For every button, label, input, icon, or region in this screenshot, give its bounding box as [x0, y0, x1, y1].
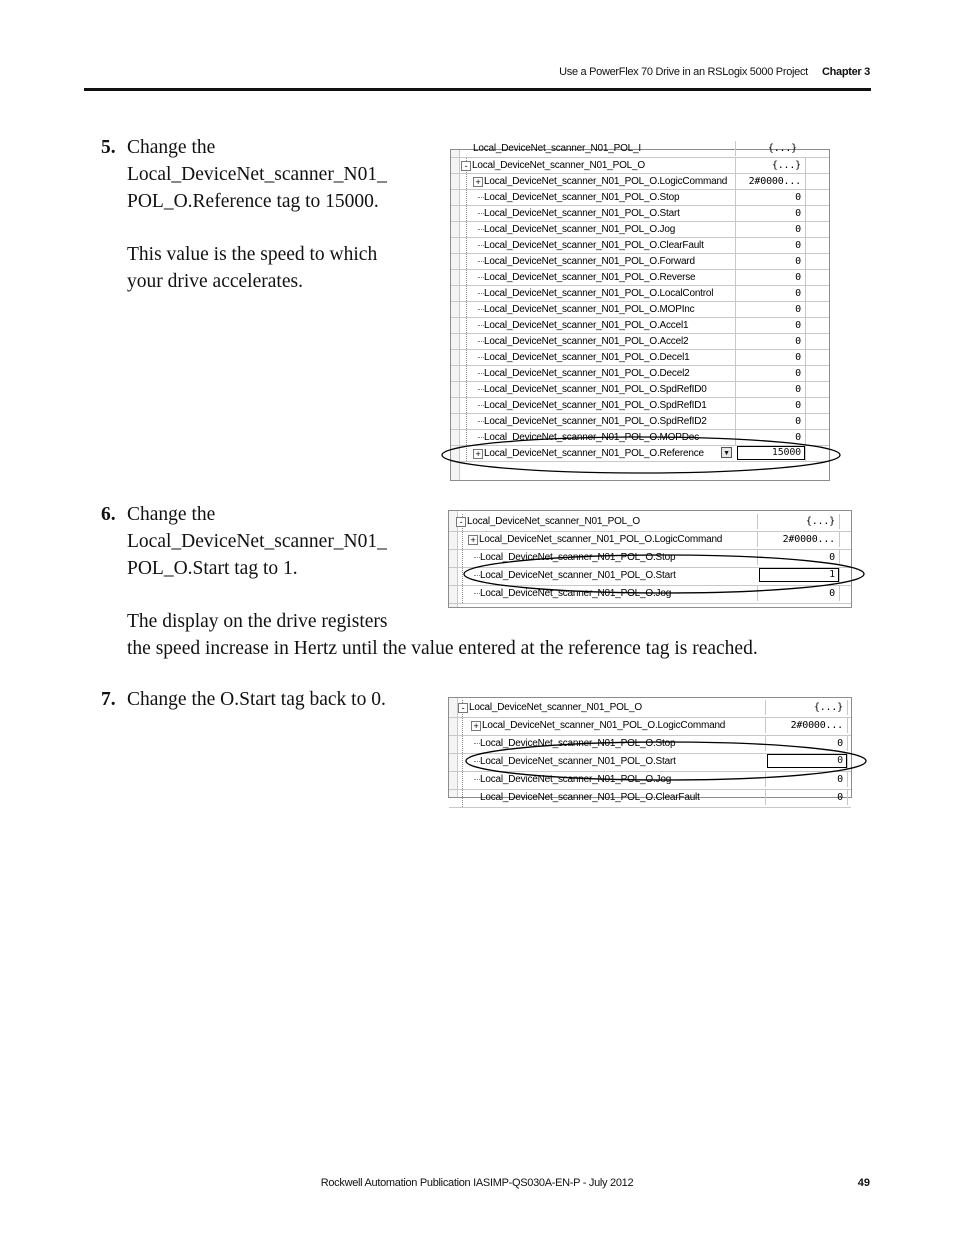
grid-row-name: Local_DeviceNet_scanner_N01_POL_O.ClearFault	[484, 240, 704, 251]
grid-row-name: Local_DeviceNet_scanner_N01_POL_O.Accel1	[484, 320, 689, 331]
grid-partial-row	[451, 143, 829, 158]
grid-row-name: Local_DeviceNet_scanner_N01_POL_O.SpdRefID0	[484, 384, 707, 395]
grid-row-name: Local_DeviceNet_scanner_N01_POL_I	[473, 143, 641, 154]
grid-row-value[interactable]: 0	[765, 772, 847, 787]
grid-row-name: Local_DeviceNet_scanner_N01_POL_O.Stop	[480, 552, 676, 563]
grid-row[interactable]	[449, 700, 851, 718]
grid-row-value[interactable]: 0	[735, 270, 805, 285]
step-note-line: The display on the drive registers	[127, 611, 388, 632]
grid-row[interactable]	[451, 430, 829, 446]
grid-row-value[interactable]: {...}	[765, 700, 847, 715]
grid-row-name: Local_DeviceNet_scanner_N01_POL_O	[472, 160, 645, 171]
grid-row[interactable]	[449, 754, 851, 772]
dropdown-arrow-icon[interactable]: ▼	[721, 447, 732, 458]
grid-row-value[interactable]: 0	[735, 414, 805, 429]
grid-row[interactable]	[451, 318, 829, 334]
grid-row-value[interactable]: 0	[735, 318, 805, 333]
tag-grid-start-0	[448, 697, 852, 803]
grid-row-name: Local_DeviceNet_scanner_N01_POL_O.MOPInc	[484, 304, 695, 315]
grid-row-name: Local_DeviceNet_scanner_N01_POL_O.SpdRefID2	[484, 416, 707, 427]
grid-row[interactable]	[451, 190, 829, 206]
header-title: Use a PowerFlex 70 Drive in an RSLogix 5000 Project	[559, 66, 808, 78]
grid-row[interactable]	[449, 586, 851, 604]
grid-row-value[interactable]: 0	[735, 350, 805, 365]
grid-row[interactable]	[451, 366, 829, 382]
grid-row-value[interactable]: 2#0000...	[735, 174, 805, 189]
step-note-line: This value is the speed to which	[127, 244, 378, 265]
collapse-icon[interactable]: -	[461, 161, 471, 171]
grid-row-name: Local_DeviceNet_scanner_N01_POL_O	[467, 516, 640, 527]
step-note-line: your drive accelerates.	[127, 271, 303, 292]
grid-row-value[interactable]: 0	[735, 430, 805, 445]
tag-grid-start-1	[448, 510, 852, 608]
grid-row-name: Local_DeviceNet_scanner_N01_POL_O.Jog	[484, 224, 676, 235]
step-line: POL_O.Start tag to 1.	[127, 558, 298, 579]
expand-icon[interactable]: +	[473, 449, 483, 459]
grid-row-name: Local_DeviceNet_scanner_N01_POL_O.Start	[480, 570, 676, 581]
grid-row-value[interactable]: 0	[735, 398, 805, 413]
grid-row-name: Local_DeviceNet_scanner_N01_POL_O.Stop	[480, 738, 676, 749]
grid-row[interactable]	[451, 350, 829, 366]
grid-row[interactable]	[449, 568, 851, 586]
grid-row-name: Local_DeviceNet_scanner_N01_POL_O.LocalControl	[484, 288, 714, 299]
grid-row-name: Local_DeviceNet_scanner_N01_POL_O.SpdRefID1	[484, 400, 707, 411]
grid-row-value[interactable]: 0	[735, 254, 805, 269]
page-number: 49	[857, 1177, 870, 1189]
tag-grid-reference	[450, 143, 830, 481]
expand-icon[interactable]: +	[468, 535, 478, 545]
grid-row-value[interactable]: 0	[735, 238, 805, 253]
grid-row-name: Local_DeviceNet_scanner_N01_POL_O.Forward	[484, 256, 695, 267]
step-note-line: the speed increase in Hertz until the value entered at the reference tag is reached.	[127, 638, 758, 659]
step-7	[101, 686, 431, 716]
grid-row[interactable]	[449, 718, 851, 736]
grid-row-value[interactable]: 0	[735, 190, 805, 205]
grid-row-name: Local_DeviceNet_scanner_N01_POL_O.Accel2	[484, 336, 689, 347]
grid-row-name: Local_DeviceNet_scanner_N01_POL_O.Start	[480, 756, 676, 767]
grid-row-value[interactable]: 0	[735, 222, 805, 237]
grid-row-value[interactable]: 0	[765, 736, 847, 751]
grid-row[interactable]	[451, 398, 829, 414]
grid-row[interactable]	[451, 206, 829, 222]
step-line: Change the	[127, 137, 216, 158]
grid-row[interactable]	[449, 790, 851, 808]
grid-row-value[interactable]: 0	[735, 334, 805, 349]
grid-row-name: Local_DeviceNet_scanner_N01_POL_O.LogicCommand	[479, 534, 723, 545]
grid-row[interactable]	[451, 334, 829, 350]
grid-row-name: Local_DeviceNet_scanner_N01_POL_O.Start	[484, 208, 680, 219]
grid-row[interactable]	[451, 222, 829, 238]
grid-row[interactable]	[451, 446, 829, 462]
grid-row[interactable]	[451, 254, 829, 270]
grid-row[interactable]	[449, 736, 851, 754]
expand-icon[interactable]: +	[473, 177, 483, 187]
grid-row[interactable]	[451, 158, 829, 174]
grid-row[interactable]	[449, 532, 851, 550]
grid-row-name: Local_DeviceNet_scanner_N01_POL_O.Stop	[484, 192, 680, 203]
step-number: 6.	[101, 504, 116, 525]
value-edit-field[interactable]: 15000	[737, 446, 805, 460]
grid-row[interactable]	[449, 772, 851, 790]
grid-row[interactable]	[451, 302, 829, 318]
grid-row[interactable]	[451, 286, 829, 302]
grid-row-value[interactable]: 0	[735, 286, 805, 301]
step-line: Local_DeviceNet_scanner_N01_	[127, 164, 387, 185]
expand-icon[interactable]: +	[471, 721, 481, 731]
header-chapter: Chapter 3	[821, 66, 870, 78]
grid-row[interactable]	[449, 550, 851, 568]
grid-row-name: Local_DeviceNet_scanner_N01_POL_O.Decel2	[484, 368, 690, 379]
grid-row[interactable]	[451, 270, 829, 286]
value-edit-field[interactable]: 0	[767, 754, 847, 768]
grid-row-value[interactable]: 0	[757, 586, 839, 601]
grid-row-name: Local_DeviceNet_scanner_N01_POL_O.ClearFault	[480, 792, 700, 803]
grid-row[interactable]	[449, 514, 851, 532]
grid-row-value[interactable]: {...}	[735, 158, 805, 173]
grid-row-name: Local_DeviceNet_scanner_N01_POL_O.Jog	[480, 774, 672, 785]
grid-row-name: Local_DeviceNet_scanner_N01_POL_O.Reverse	[484, 272, 696, 283]
grid-row-name: Local_DeviceNet_scanner_N01_POL_O.LogicCommand	[482, 720, 726, 731]
grid-row-value[interactable]: {...}	[757, 514, 839, 529]
step-number: 5.	[101, 137, 116, 158]
grid-row[interactable]	[451, 238, 829, 254]
grid-row-value[interactable]: 0	[735, 382, 805, 397]
grid-row-value[interactable]: 2#0000...	[765, 718, 847, 733]
grid-row-name: Local_DeviceNet_scanner_N01_POL_O.Decel1	[484, 352, 690, 363]
grid-row[interactable]	[451, 382, 829, 398]
grid-row-name: Local_DeviceNet_scanner_N01_POL_O.Jog	[480, 588, 672, 599]
grid-row-value[interactable]: 0	[735, 206, 805, 221]
step-5	[101, 134, 431, 304]
grid-row-value[interactable]: 0	[735, 302, 805, 317]
grid-row[interactable]	[451, 174, 829, 190]
grid-row-name: Local_DeviceNet_scanner_N01_POL_O.Reference	[484, 448, 704, 459]
value-edit-field[interactable]: 1	[759, 568, 839, 582]
collapse-icon[interactable]: -	[456, 517, 466, 527]
step-line: Change the O.Start tag back to 0.	[127, 689, 386, 710]
grid-row-value[interactable]: 0	[757, 550, 839, 565]
grid-row-name: Local_DeviceNet_scanner_N01_POL_O.MOPDec	[484, 432, 699, 443]
grid-row-value[interactable]: 0	[735, 366, 805, 381]
grid-row-name: Local_DeviceNet_scanner_N01_POL_O	[469, 702, 642, 713]
grid-row-value[interactable]: 2#0000...	[757, 532, 839, 547]
running-header	[559, 66, 870, 78]
grid-row[interactable]	[451, 414, 829, 430]
footer-publication: Rockwell Automation Publication IASIMP-QS030A-EN-P - July 2012	[320, 1177, 634, 1189]
collapse-icon[interactable]: -	[458, 703, 468, 713]
step-line: Local_DeviceNet_scanner_N01_	[127, 531, 387, 552]
header-rule	[84, 88, 871, 91]
step-line: Change the	[127, 504, 216, 525]
step-number: 7.	[101, 689, 116, 710]
grid-row-value[interactable]: 0	[765, 790, 847, 805]
grid-row-value: {...}	[735, 141, 801, 156]
step-line: POL_O.Reference tag to 15000.	[127, 191, 379, 212]
grid-row-name: Local_DeviceNet_scanner_N01_POL_O.LogicCommand	[484, 176, 728, 187]
